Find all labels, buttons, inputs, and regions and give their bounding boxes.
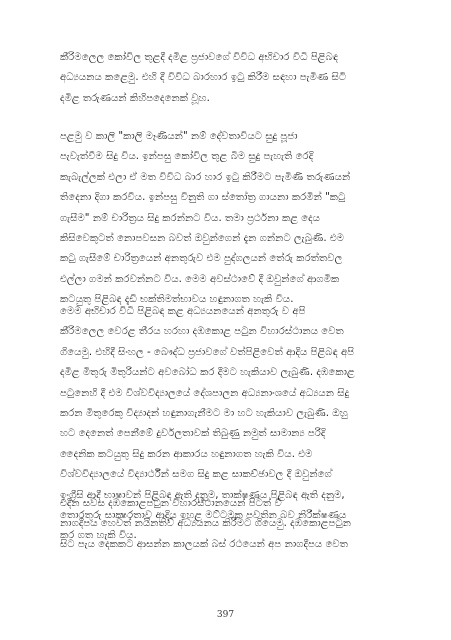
paragraph-2: පළමු ව කාලි "කාලි මෑණියන්" නම් දේවතාවියට සුදු පූජා පැවැත්වීම සිදු විය. ඉන්පසු කෝවිල තුළ බිම සුදු පැහැති රෙදි කැබැල්ලක් එලා ඒ මත විවිධ බාර හාර ඉටු කිරීමට පැමිණි තරුණයන් තිදෙනා දිගා කරවීය. ඉන්පසු විනුති ගා ස්තෝත්‍ර ගායනා කරමින් "කටු ගැසීම" නම් චාරිත්‍රය සිදු කරන්නට විය. තමා ප්‍රර්ථනා කළ දෙය කිසිවෙකුටත් නොපවසන බවත් ඔවුන්ගෙන් දැන ගන්නට ලැබුණි. එම කටු ගැසීමේ චාරිත්‍රයෙන් අනතුරුව එම පුද්ගලයන් තේරු කරත්තවල එල්ලා ගමන් කරවන්නට විය. මෙම අවස්ථාවේ දී ඔවුන්ගේ ආගමික කටයුතු පිළිබඳ දැඩි භක්තිමත්භාවය හඳුනාගත හැකි විය. bbox=[60, 131, 351, 306]
paragraph-4: එදින සවස දඹකොළපටුන විහාරස්ථානයෙන් පිටත් වී නාගදීපය හෙවත් නයිනතිව් අධ්‍යයනය කිරීමට ගියෙමු. දඹකොළපටුන සිට පැය දෙකකට ආසන්න කාලයක් බස් රථයෙන් අප නාගදීපය වෙත bbox=[60, 498, 351, 550]
page-number: 397 bbox=[216, 610, 235, 620]
paragraph-1: කීරිමලෙ‍ල කෝවිල තුළදී දමිළ ප්‍රජාවගේ විවිධ අභිචාර විධි පිළිබඳ අධ්‍යයනය කළෙමු. එහි දී විවිධ බාරහාර ඉටු කිරීම සඳහා පැමිණ සිටි දමිළ තරුණයන් කිහිපදෙනෙක් වූහ. bbox=[60, 52, 347, 104]
paragraph-3: මෙම අභිචාර විධි පිළිබඳ කළ අධ්‍යයනයෙන් අනතුරු ව අපි කීරිමලෙ‍ල වෙරළ තීරය හරහා දඹකොළ පටුන විහාරස්ථානය වෙත ගියෙමු. එහිදී සිංහල - බෞද්ධ ප්‍රජාවගේ වත්පිළිවෙත් ආදිය පිළිබඳ අපි දමිළ මිතුරු මිතුරියන්ට අවබෝධ කර දීමට හැකියාව ලැබුණි. දඹකොළ පටුනෙහි දී එම විශ්වවිද්‍යාලයේ දේශපාලන අධ්‍යනාංශයේ අධ්‍යයන සිදු කරන මිතුරෙකු විද්‍යාදන් හඳුනාගැනීමට මා හට හැකියාව ලැබුණි. ඔහු හට දෙනෙත් පෙනීමේ දුර්වලතාවක් තිබුණු නමුත් සාමාන්‍ය පරිදි දෛනික කටයුතු සිදු කරන ආකාරය හඳුනාගත හැකි විය. එම විශ්වවිද්‍යාලයේ විද්‍යාර්ථීන් සමග සිදු කළ සාකච්ඡාවල දී ඔවුන්ගේ ඉංග්‍රීසි ආදී භාෂාවන් පිළිබඳ ඇති දනුම, තාක්ෂණය පිළිබඳ ඇති දනුම, තොරතුරු සාක්‍ෂරතාව ආදිය ඉහළ මට්ටමක පවතින බව නිරීක්ෂණය කර ගත හැකි විය. bbox=[60, 306, 355, 542]
